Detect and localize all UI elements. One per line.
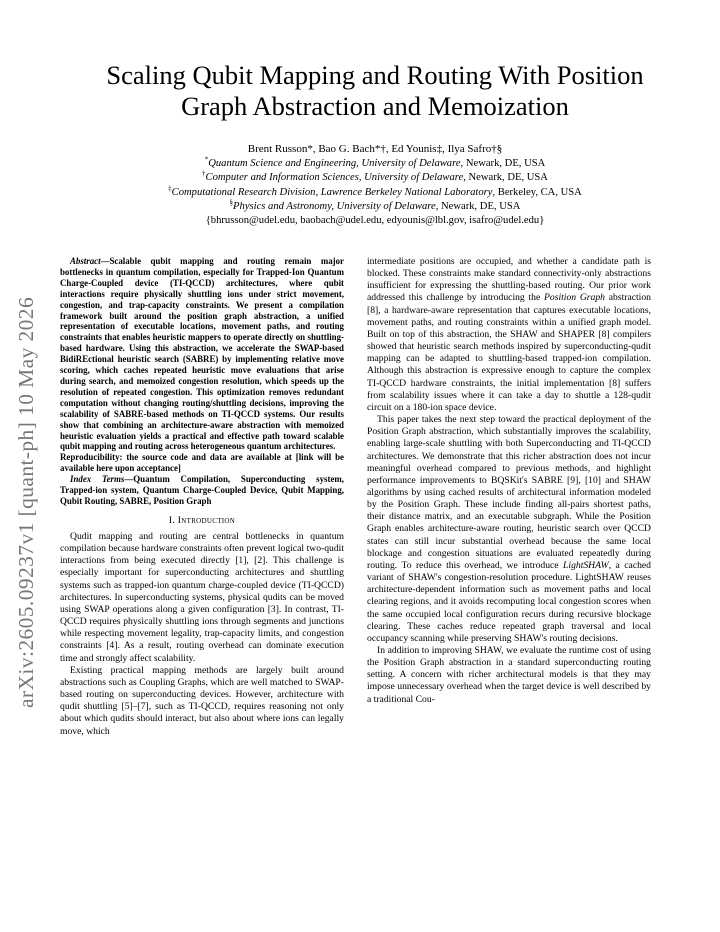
paragraph: Qudit mapping and routing are central bottlenecks in quantum compilation because hardware constraints often prevent logical two-qudit interactions from being executed directly [1], [2]. This challenge is especially important for superconducting architectures and shuttling systems such as trapped-ion quantum charge-coupled device (TI-QCCD) architectures. In superconducting systems, physical qudits can be moved using SWAP operations along a given configuration [3]. In contrast, TI-QCCD requires physically shuttling ions through segments and junctions while respecting movement legality, trap-capacity limits, and congestion constraints [4]. As a result, routing overhead can dominate execution time and strongly affect scalability.: [60, 531, 344, 664]
right-column: [367, 256, 651, 706]
paragraph: intermediate positions are occupied, and whether a candidate path is blocked. These constraints make standard connectivity-only abstractions insufficient for expressing the shuttling-based routing. Our prior work addressed this challenge by introducing the Position Graph abstraction [8], a hardware-aware representation that captures executable locations, movement paths, and routing constraints within a unified graph model. Built on top of this abstraction, the SHAW and SHAPER [8] compilers showed that heuristic search methods inspired by superconducting-qudit mapping can be adapted to shuttling-based trapped-ion compilation. Although this abstraction is expressive enough to capture the complex TI-QCCD hardware constraints, the initial implementation [8] suffers from scalability issues where it can take a day to shuttle a 128-qudit circuit on a 180-ion space device.: [367, 256, 651, 413]
left-column: [60, 256, 344, 738]
paper-title: [60, 60, 690, 122]
arxiv-identifier: arXiv:2605.09237v1 [quant-ph] 10 May 2026: [14, 296, 38, 708]
author-emails: {bhrusson@udel.edu, baobach@udel.edu, edyounis@lbl.gov, isafro@udel.edu}: [205, 215, 545, 227]
affiliation-2: †Computer and Information Sciences, University of Delaware, Newark, DE, USA: [202, 169, 548, 184]
abstract: Abstract—Scalable qubit mapping and routing remain major bottlenecks in quantum compilation, especially for Trapped-Ion Quantum Charge-Coupled device (TI-QCCD) architectures, where qubit interactions require physically shuttling ions under strict movement, congestion, and trap-capacity constraints. We present a compilation framework built around the position graph abstraction, a unified representation of executable locations, movement paths, and routing constraints that enables heuristic mappers to operate directly on shuttling-based hardware. Using this abstraction, we accelerate the SWAP-based BidiREctional heuristic search (SABRE) by implementing relative move scoring, which caches repeated heuristic move evaluations that arise during search, and memoized congestion resolution, which speeds up the resolution of repeated congestion. This optimization removes redundant computation without changing routing/shuttling decisions, improving the scalability of SABRE-based methods on TI-QCCD systems. Our results show that combining an architecture-aware abstraction with memoized heuristic evaluation yields a practical and effective path toward scalable qubit mapping and routing across heterogeneous quantum architectures.: [60, 256, 344, 452]
section-heading: I. Introduction: [168, 514, 236, 526]
paragraph: Existing practical mapping methods are largely built around abstractions such as Coupling Graphs, which are well matched to SWAP-based routing on superconducting devices. However, architecture with qudit shuttling [5]–[7], such as TI-QCCD, requires reasoning not only about which qudits should interact, but also about where ions can legally move, which: [60, 664, 344, 737]
affiliation-3: ‡Computational Research Division, Lawrence Berkeley National Laboratory, Berkeley, CA, USA: [168, 184, 582, 198]
paragraph: This paper takes the next step toward the practical deployment of the Position Graph abstraction, which substantially improves the scalability, enabling large-scale shuttling with both Superconducting and TI-QCCD architectures. We demonstrate that this richer abstraction does not incur meaningful overhead compared to previous methods, and highlight performance improvements to BQSKit's SABRE [9], [10] and SHAW algorithms by using cached results of architectural information modeled by the Position Graph. These include finding all-pairs shortest paths, their distance matrix, and an executable subgraph. While the Position Graph enables architecture-aware routing, heuristic search over QCCD states can still incur substantial overhead because the same local blockage and congestion situations are evaluated repeatedly during routing. To reduce this overhead, we introduce LightSHAW, a cached variant of SHAW's congestion-resolution procedure. LightSHAW reuses architecture-dependent information such as movement paths and local clearing regions, and it avoids recomputing local congestion scores when the same occupied local configuration recurs during recursive blockage clearing. These caches reduce repeated graph traversal and local occupancy scanning while preserving SHAW's routing decisions.: [367, 414, 651, 644]
affiliation-4: §Physics and Astronomy, University of Delaware, Newark, DE, USA: [229, 198, 521, 212]
index-terms: Index Terms—Quantum Compilation, Superconducting system, Trapped-ion system, Quantum Charge-Coupled Device, Qubit Mapping, Qubit Routing, SABRE, Position Graph: [60, 474, 345, 506]
author-names: Brent Russon*, Bao G. Bach*†, Ed Younis‡, Ilya Safro†§: [247, 143, 503, 155]
title-line-1: Scaling Qubit Mapping and Routing With Position: [106, 60, 644, 90]
affiliation-1: *Quantum Science and Engineering, University of Delaware, Newark, DE, USA: [204, 155, 546, 170]
title-line-2: Graph Abstraction and Memoization: [181, 91, 569, 121]
paragraph: In addition to improving SHAW, we evaluate the runtime cost of using the Position Graph abstraction in a standard superconducting routing setting. A concern with richer architectural models is that they may impose unnecessary overhead when the target device is well described by a traditional Cou-: [367, 645, 651, 705]
author-block: [60, 142, 690, 228]
reproducibility: Reproducibility: the source code and data are available at [link will be available here upon acceptance]: [60, 452, 344, 474]
